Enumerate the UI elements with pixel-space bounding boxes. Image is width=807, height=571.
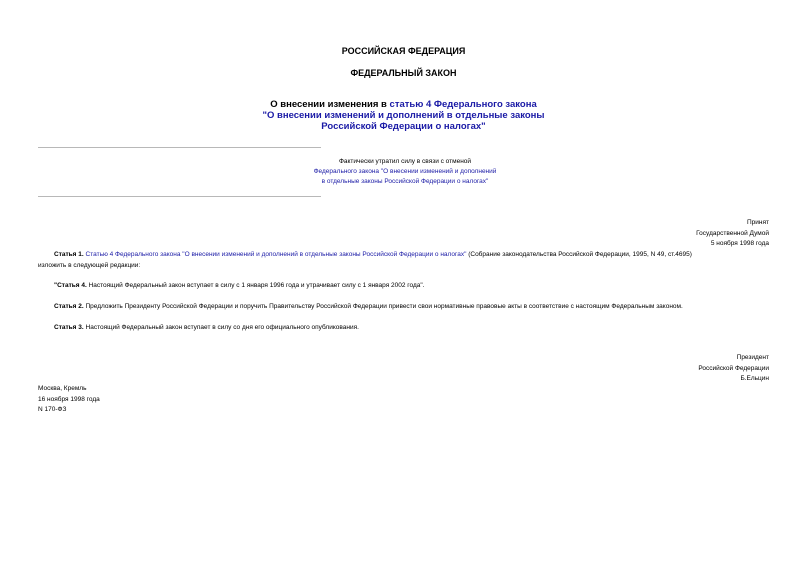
signature-name: Б.Ельцин [740,375,769,382]
divider-top [38,147,321,148]
article-1-label: Статья 1. [54,251,84,258]
status-note-text: Фактически утратил силу в связи с отменой [338,158,472,165]
document-title [0,99,807,132]
status-note-link-2[interactable]: в отдельные законы Российской Федерации о налогах" [321,178,489,185]
signature-title: Президент [736,354,769,361]
title-link-law-name[interactable]: "О внесении изменений и дополнений в отдельные законы [262,110,545,121]
adoption-line-2: Государственной Думой [696,229,769,237]
law-number: N 170-ФЗ [38,406,67,413]
place-date-block [38,384,100,416]
title-prefix: О внесении изменения в [270,99,390,110]
divider-bottom [38,196,321,197]
adoption-block [696,218,769,250]
title-link-article[interactable]: статью 4 Федерального закона [389,99,537,110]
article-2-label: Статья 2. [54,303,84,310]
signature-block [698,353,769,385]
quoted-article-4 [38,280,770,291]
article-1 [38,249,770,271]
signature-organization: Российской Федерации [698,364,769,372]
adoption-line-1: Принят [746,219,769,226]
article-3-label: Статья 3. [54,324,84,331]
status-note [240,157,570,187]
document-type-heading: ФЕДЕРАЛЬНЫЙ ЗАКОН [350,68,457,78]
article-3-text: Настоящий Федеральный закон вступает в силу со дня его официального опубликования. [83,324,359,331]
article-2-text: Предложить Президенту Российской Федерации и поручить Правительству Российской Федерации привести свои нормативные правовые акты в соответствие с настоящим Федеральным законом. [83,303,683,310]
status-note-link-1[interactable]: Федерального закона "О внесении изменений и дополнений [313,168,497,175]
signing-place: Москва, Кремль [38,385,87,392]
article-2 [38,301,770,312]
signing-date: 16 ноября 1998 года [38,395,100,403]
quoted-article-text: Настоящий Федеральный закон вступает в силу с 1 января 1996 года и утрачивает силу с 1 января 2002 года". [86,282,425,289]
article-1-text-continued: изложить в следующей редакции: [38,262,141,269]
adoption-line-3: 5 ноября 1998 года [710,240,769,247]
country-heading: РОССИЙСКАЯ ФЕДЕРАЦИЯ [341,46,466,56]
title-link-law-name-end[interactable]: Российской Федерации о налогах" [321,121,486,132]
quoted-article-label: "Статья 4. [54,282,87,289]
article-1-text: (Собрание законодательства Российской Федерации, 1995, N 49, ст.4695) [466,251,692,258]
article-1-link[interactable]: Статью 4 Федерального закона "О внесении изменений и дополнений в отдельные законы Российской Федерации о налогах" [85,251,467,258]
article-3 [38,322,770,333]
